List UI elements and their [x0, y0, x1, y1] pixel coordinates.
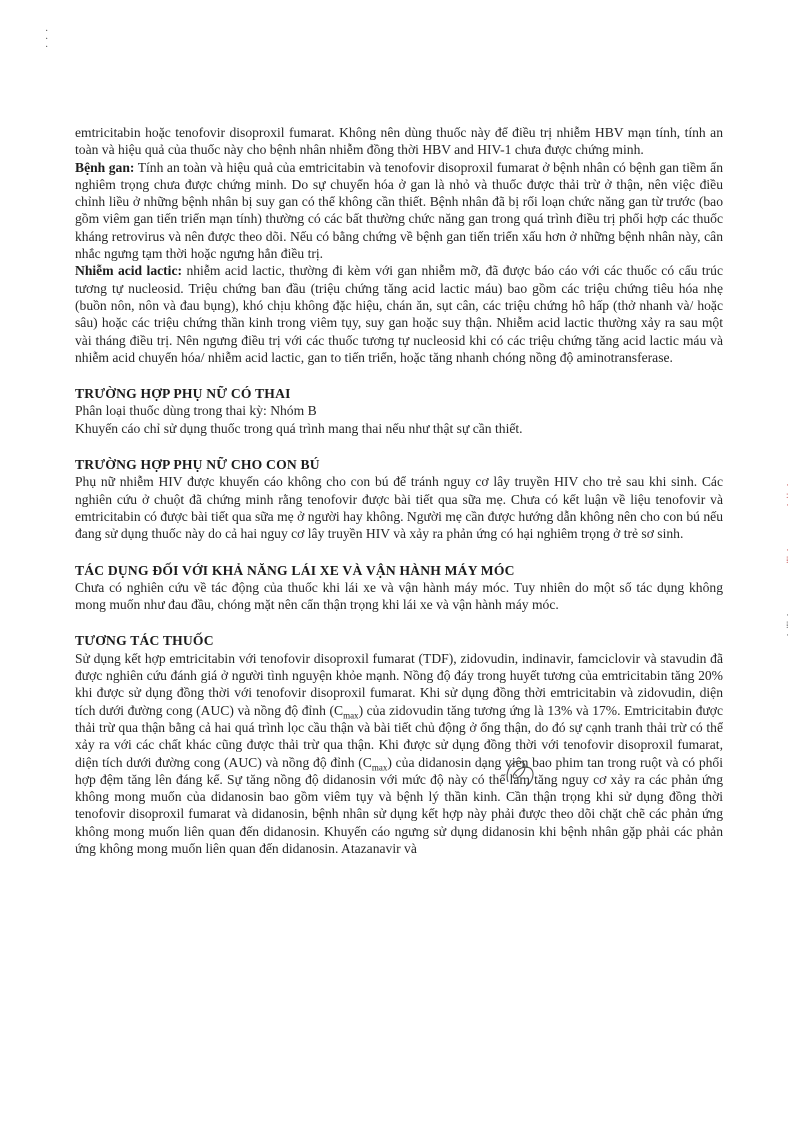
- scan-edge-mark: · ⁞ ·: [786, 610, 789, 640]
- pregnancy-line-2: Khuyến cáo chỉ sử dụng thuốc trong quá trình mang thai nếu như thật sự cần thiết.: [75, 420, 523, 436]
- document-page: [75, 124, 723, 857]
- pregnancy-heading: TRƯỜNG HỢP PHỤ NỮ CÓ THAI: [75, 386, 291, 402]
- lactic-text: nhiễm acid lactic, thường đi kèm với gan nhiễm mỡ, đã được báo cáo với các thuốc có cấu trúc tương tự nucleosid. Triệu chứng ban đầu (triệu chứng tăng acid lactic máu) bao gồm các triệu chứng tiêu hóa nhẹ (buồn nôn, nôn và đau bụng), khó chịu không đặc hiệu, chán ăn, sụt cân, các triệu chứng hô hấp (thở nhanh và/ hoặc sâu) hoặc các triệu chứng thần kinh trong viêm tụy, suy gan hoặc suy thận. Nhiễm acid lactic thường xảy ra sau một vài tháng điều trị. Nên ngưng điều trị với các thuốc tương tự nucleosid khi có các triệu chứng tăng acid lactic máu và nhiễm acid chuyển hóa/ nhiễm acid lactic, gan to tiến triển, hoặc tăng nhanh chóng nồng độ aminotransferase.: [75, 263, 724, 365]
- breastfeeding-paragraph: Phụ nữ nhiễm HIV được khuyến cáo không cho con bú để tránh nguy cơ lây truyền HIV cho trẻ sau khi sinh. Các nghiên cứu ở chuột đã chứng minh rằng tenofovir được bài tiết qua sữa mẹ. Chưa có kết luận về liệu tenofovir và emtricitabin có được bài tiết qua sữa mẹ ở người hay không. Người mẹ cần được hướng dẫn không nên cho con bú nếu đang sử dụng thuốc này do cả hai nguy cơ lây truyền HIV và xảy ra phản ứng có hại nghiêm trọng ở trẻ sơ sinh.: [75, 474, 723, 542]
- interactions-text-3: ) của didanosin dạng viên bao phim tan trong ruột và có phối hợp đệm tăng lên đáng kể. Sự tăng nồng độ didanosin với mức độ này có thể làm tăng nguy cơ xảy ra các phản ứng không mong muốn của didanosin bao gồm viêm tụy và bệnh lý thần kinh. Cần thận trọng khi sử dụng đồng thời tenofovir disoproxil fumarat và didanosin, bệnh nhân sử dụng kết hợp này phải được theo dõi chặt chẽ các phản ứng không mong muốn liên quan đến didanosin. Khuyến cáo ngưng sử dụng didanosin khi bệnh nhân gặp phải các phản ứng không mong muốn liên quan đến didanosin. Atazanavir và: [75, 754, 723, 856]
- cmax-subscript-1: max: [343, 710, 359, 721]
- driving-heading: TÁC DỤNG ĐỐI VỚI KHẢ NĂNG LÁI XE VÀ VẬN HÀNH MÁY MÓC: [75, 562, 515, 578]
- cmax-subscript-2: max: [371, 762, 388, 773]
- interactions-heading: TƯƠNG TÁC THUỐC: [75, 633, 214, 649]
- scan-edge-mark: · ⁞: [786, 545, 789, 565]
- interactions-text-1: Sử dụng kết hợp emtricitabin với tenofovir disoproxil fumarat (TDF), zidovudin, indinavir, famciclovir và stavudin đã được nghiên cứu đánh giá ở người tình nguyện khỏe mạnh. Nồng độ đáy trong huyết tương của emtricitabin tăng 20% khi được sử dụng đồng thời với tenofovir disoproxil fumarat. Khi sử dụng đồng thời emtricitabin và zidovudin, diện tích dưới đường cong (AUC) và nồng độ đỉnh (C: [75, 650, 723, 718]
- handwritten-signature: [500, 752, 542, 794]
- liver-text: Tính an toàn và hiệu quả của emtricitabin và tenofovir disoproxil fumarat ở bệnh nhân có bệnh gan tiềm ẩn nghiêm trọng chưa được chứng minh. Do sự chuyển hóa ở gan là nhỏ và thuốc được thải trừ ở thận, nên việc điều chỉnh liều ở những bệnh nhân bị suy gan có thể không cần thiết. Bệnh nhân đã bị rối loạn chức năng gan từ trước (bao gồm viêm gan tiến triển mạn tính) thường có các bất thường chức năng gan trong quá trình điều trị phối hợp các thuốc kháng retrovirus và nên được theo dõi. Nếu có bằng chứng về bệnh gan tiến triển xấu hơn ở những bệnh nhân này, cân nhắc ngưng tạm thời hoặc ngưng hẳn điều trị.: [75, 159, 723, 262]
- liver-paragraph: [75, 159, 723, 263]
- lactic-lead: Nhiễm acid lactic:: [75, 263, 183, 279]
- pregnancy-line-1: Phân loại thuốc dùng trong thai kỳ: Nhóm B: [75, 403, 317, 419]
- driving-paragraph: Chưa có nghiên cứu về tác động của thuốc khi lái xe và vận hành máy móc. Tuy nhiên do một số tác dụng không mong muốn như đau đầu, chóng mặt nên cẩn thận trọng khi lái xe và vận hành máy móc.: [75, 579, 723, 613]
- lactic-paragraph: [75, 262, 723, 366]
- intro-paragraph: emtricitabin hoặc tenofovir disoproxil fumarat. Không nên dùng thuốc này để điều trị nhiễm HBV mạn tính, tính an toàn và hiệu quả của thuốc này cho bệnh nhân nhiễm đồng thời HBV and HIV-1 chưa được chứng minh.: [75, 125, 723, 158]
- interactions-paragraph: [75, 650, 723, 858]
- interactions-text-2: ) của zidovudin tăng tương ứng là 13% và 17%. Emtricitabin được thải trừ qua thận bằng cả hai quá trình lọc cầu thận và bài tiết chủ động ở ống thận, do đó sự cạnh tranh thải trừ có thể xảy ra với các chất khác cũng được thải trừ qua thận. Khi được sử dụng đồng thời với tenofovir disoproxil fumarat, diện tích dưới đường cong (AUC) và nồng độ đỉnh (C: [75, 702, 723, 770]
- breastfeeding-heading: TRƯỜNG HỢP PHỤ NỮ CHO CON BÚ: [75, 457, 320, 473]
- scan-edge-mark: · : ·: [786, 480, 789, 510]
- scan-speck: · · ·: [45, 26, 49, 53]
- liver-lead: Bệnh gan:: [75, 159, 135, 175]
